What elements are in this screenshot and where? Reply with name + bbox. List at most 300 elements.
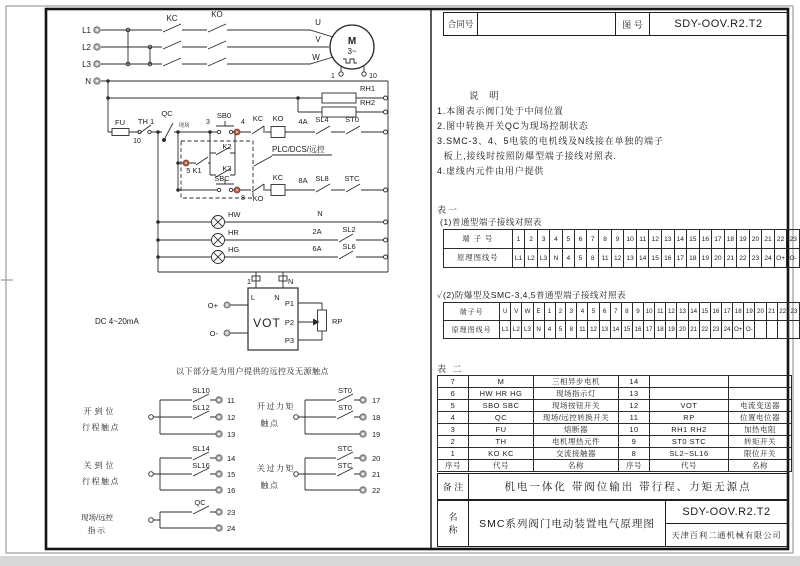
st0-contact bbox=[346, 126, 360, 134]
terminal-cell: O- bbox=[787, 249, 800, 268]
terminal-cell: 21 bbox=[688, 321, 699, 339]
terminal-cell: 22 bbox=[777, 303, 788, 321]
user-terminal-dot bbox=[218, 433, 220, 435]
terminal-cell: L2 bbox=[511, 321, 522, 339]
component-cell: HW HR HG bbox=[469, 388, 534, 400]
term-22: 22 bbox=[372, 486, 381, 495]
terminal-cell: 5 bbox=[555, 321, 566, 339]
component-cell: 现场/远控转换开关 bbox=[534, 412, 619, 424]
close-limit-label-1: 关到位 bbox=[83, 461, 117, 470]
vot-title: VOT bbox=[253, 316, 281, 330]
notes-title: 说 明 bbox=[469, 91, 503, 102]
terminal-cell: 23 bbox=[749, 249, 762, 268]
terminal-cell: 23 bbox=[788, 303, 799, 321]
terminal-cell: U bbox=[500, 303, 511, 321]
component-cell: 位置电位器 bbox=[729, 412, 792, 424]
vot-term-1: 1 bbox=[246, 277, 251, 286]
wire-2a: 2A bbox=[312, 227, 322, 236]
wire-6a: 6A bbox=[312, 244, 322, 253]
v-label: V bbox=[315, 35, 321, 44]
terminal-cell: 5 bbox=[562, 230, 574, 249]
control-circuit bbox=[108, 121, 388, 198]
terminal-cell: 21 bbox=[724, 249, 737, 268]
sl14-label: SL14 bbox=[192, 444, 210, 453]
user-terminal-dot bbox=[218, 416, 220, 418]
note-line: 1.本图表示阀门处于中间位置 bbox=[437, 106, 564, 116]
note-line: 4.虚线内元件由用户提供 bbox=[437, 166, 545, 176]
component-cell: 现场按钮开关 bbox=[534, 400, 619, 412]
terminal-cell: 23 bbox=[787, 230, 800, 249]
terminal-cell: 8 bbox=[621, 303, 632, 321]
rh1-resistor bbox=[322, 93, 356, 103]
plc-dcs-label: PLC/DCS/远控 bbox=[272, 145, 325, 154]
user-terminal-dot bbox=[218, 511, 220, 513]
component-cell: 12 bbox=[619, 400, 650, 412]
terminal-table-normal bbox=[443, 229, 800, 268]
terminal-cell: 9 bbox=[632, 303, 643, 321]
terminal-cell: V bbox=[511, 303, 522, 321]
terminal-cell: N bbox=[550, 249, 562, 268]
terminal-cell bbox=[766, 321, 777, 339]
component-cell: 6 bbox=[438, 388, 469, 400]
o-minus-label: O- bbox=[209, 329, 218, 338]
kc-coil-label: KC bbox=[272, 173, 284, 182]
wire-8: 8 bbox=[241, 195, 245, 202]
notes-list bbox=[437, 104, 787, 179]
qc-switch bbox=[164, 123, 173, 140]
vot-p3: P3 bbox=[284, 336, 294, 345]
terminal-cell: O+ bbox=[774, 249, 787, 268]
stca-label: STC bbox=[337, 444, 353, 453]
terminal-cell: 18 bbox=[733, 303, 744, 321]
terminal-cell: 14 bbox=[674, 230, 687, 249]
terminal-cell: 20 bbox=[749, 230, 762, 249]
close-limit-label-2: 行程触点 bbox=[82, 477, 120, 486]
terminal-cell: 13 bbox=[624, 249, 637, 268]
ko-contactor-label: KO bbox=[211, 10, 223, 19]
hg-lamp bbox=[212, 251, 225, 264]
component-cell: 名称 bbox=[729, 460, 792, 472]
st0-label: ST0 bbox=[345, 115, 359, 124]
terminal-cell: L2 bbox=[525, 249, 538, 268]
terminal-cell: 12 bbox=[611, 249, 624, 268]
notes-section bbox=[437, 88, 787, 179]
terminal-cell: 5 bbox=[588, 303, 599, 321]
term-13: 13 bbox=[227, 430, 236, 439]
user-contacts bbox=[149, 394, 360, 528]
terminal-cell: L1 bbox=[500, 321, 511, 339]
terminal-cell: 8 bbox=[566, 321, 577, 339]
terminal-cell: 17 bbox=[712, 230, 725, 249]
user-terminal-dot bbox=[218, 527, 220, 529]
ko-coil-label: KO bbox=[272, 114, 284, 123]
terminal-cell: 10 bbox=[644, 303, 655, 321]
k1-label: 5 K1 bbox=[186, 166, 202, 175]
terminal-cell: 19 bbox=[666, 321, 677, 339]
terminal-cell: 1 bbox=[512, 230, 525, 249]
remark-label: 备 注 bbox=[438, 474, 469, 499]
terminal-cell: 20 bbox=[677, 321, 688, 339]
terminal-cell: 2 bbox=[525, 230, 538, 249]
component-cell: 10 bbox=[619, 424, 650, 436]
component-cell: KO KC bbox=[469, 448, 534, 460]
k3-label: K3 bbox=[222, 164, 232, 173]
terminal-cell: 18 bbox=[687, 249, 700, 268]
sl2-label: SL2 bbox=[342, 225, 356, 234]
terminal-cell bbox=[788, 321, 799, 339]
scan-edge bbox=[0, 556, 800, 566]
component-cell: 限位开关 bbox=[729, 448, 792, 460]
ko-nc-contact bbox=[252, 184, 264, 192]
rh1-label: RH1 bbox=[360, 84, 376, 93]
component-cell: 代号 bbox=[469, 460, 534, 472]
local-remote-label-1: 现场/远控 bbox=[80, 513, 114, 522]
row-label: 原理图线号 bbox=[444, 249, 513, 268]
fuse-symbol bbox=[112, 129, 129, 136]
terminal-cell: 11 bbox=[577, 321, 588, 339]
stc-contact bbox=[346, 184, 360, 192]
terminal-cell: 14 bbox=[636, 249, 649, 268]
component-cell: 序号 bbox=[619, 460, 650, 472]
qc-label: QC bbox=[161, 109, 173, 118]
l2-label: L2 bbox=[82, 43, 91, 52]
terminal-cell: 4 bbox=[544, 321, 555, 339]
component-cell: 代号 bbox=[650, 460, 729, 472]
sbc-label: SBC bbox=[214, 174, 230, 183]
terminal-cell: 24 bbox=[721, 321, 732, 339]
component-cell: QC bbox=[469, 412, 534, 424]
motor-m-label: M bbox=[347, 36, 357, 47]
component-cell: M bbox=[469, 376, 534, 388]
l1-label: L1 bbox=[82, 26, 91, 35]
component-cell: 8 bbox=[619, 448, 650, 460]
term-19: 19 bbox=[372, 430, 381, 439]
component-cell: 加热电阻 bbox=[729, 424, 792, 436]
name-label bbox=[438, 501, 469, 546]
name-label-text: 名称 bbox=[448, 511, 458, 535]
terminal-cell: 3 bbox=[566, 303, 577, 321]
terminal-cell: 19 bbox=[737, 230, 750, 249]
th-contact bbox=[140, 125, 151, 133]
terminal-cell: 12 bbox=[666, 303, 677, 321]
component-cell: TH bbox=[469, 436, 534, 448]
terminal-cell: 13 bbox=[599, 321, 610, 339]
terminal-cell: 1 bbox=[544, 303, 555, 321]
component-cell: 序号 bbox=[438, 460, 469, 472]
ko-coil bbox=[271, 127, 285, 138]
user-terminal-dot bbox=[362, 457, 364, 459]
component-cell: VOT bbox=[650, 400, 729, 412]
company-name: 天津百利二通机械有限公司 bbox=[671, 530, 782, 540]
terminal-cell: W bbox=[522, 303, 533, 321]
drawing-no-value: SDY-OOV.R2.T2 bbox=[674, 18, 763, 30]
note-line: 板上,接线时按照防爆型端子接线对照表. bbox=[437, 151, 617, 161]
table1-caption: (1)普通型端子接线对照表 bbox=[440, 217, 542, 227]
user-terminal-dot bbox=[362, 416, 364, 418]
kc-coil bbox=[271, 185, 285, 196]
qc2-label: QC bbox=[194, 498, 206, 507]
terminal-cell: 19 bbox=[699, 249, 712, 268]
hr-lamp bbox=[212, 234, 225, 247]
row-label: 端 子 号 bbox=[444, 230, 513, 249]
name-block-right bbox=[666, 501, 787, 546]
contract-no-value bbox=[478, 13, 616, 35]
note-line: 2.图中转换开关QC为现场控制状态 bbox=[437, 121, 589, 131]
component-cell: 9 bbox=[619, 436, 650, 448]
kc-nc-contact bbox=[252, 126, 264, 134]
terminal-cell: 16 bbox=[710, 303, 721, 321]
o-plus-label: O+ bbox=[207, 301, 218, 310]
component-cell bbox=[729, 376, 792, 388]
hw-label: HW bbox=[228, 210, 241, 219]
terminal-cell: E bbox=[533, 303, 544, 321]
component-cell: 交流接触器 bbox=[534, 448, 619, 460]
wire-8a: 8A bbox=[298, 176, 308, 185]
terminal-cell: 16 bbox=[632, 321, 643, 339]
n-label: N bbox=[85, 77, 91, 86]
terminal-cell: 4 bbox=[550, 230, 562, 249]
sl6-label: SL6 bbox=[342, 242, 356, 251]
terminal-cell: O- bbox=[744, 321, 755, 339]
hw-lamp bbox=[212, 216, 225, 229]
terminal-cell: 10 bbox=[624, 230, 637, 249]
component-cell: 7 bbox=[438, 376, 469, 388]
terminal-cell: 7 bbox=[610, 303, 621, 321]
component-cell: 14 bbox=[619, 376, 650, 388]
wire-4: 4 bbox=[241, 119, 245, 126]
arrow-icon bbox=[313, 319, 320, 326]
drawing-no-bottom: SDY-OOV.R2.T2 bbox=[666, 501, 787, 524]
product-name: SMC系列阀门电动装置电气原理图 bbox=[469, 501, 666, 546]
terminal-cell: 22 bbox=[737, 249, 750, 268]
component-cell: 5 bbox=[438, 400, 469, 412]
sl8-label: SL8 bbox=[315, 174, 329, 183]
component-cell: 电机埋热元件 bbox=[534, 436, 619, 448]
sl12-label: SL12 bbox=[192, 403, 210, 412]
terminal-cell: 23 bbox=[710, 321, 721, 339]
sl16-label: SL16 bbox=[192, 461, 210, 470]
terminal-cell: 13 bbox=[661, 230, 674, 249]
term-14: 14 bbox=[227, 454, 236, 463]
st0a-label: ST0 bbox=[338, 386, 352, 395]
component-cell: 1 bbox=[438, 448, 469, 460]
component-cell: 三相异步电机 bbox=[534, 376, 619, 388]
terminal-cell: 9 bbox=[611, 230, 624, 249]
k2-label: K2 bbox=[222, 142, 232, 151]
component-cell: 名称 bbox=[534, 460, 619, 472]
component-cell: 11 bbox=[619, 412, 650, 424]
terminal-cell: 13 bbox=[677, 303, 688, 321]
terminal-cell: 12 bbox=[588, 321, 599, 339]
terminal-cell: 2 bbox=[555, 303, 566, 321]
vot-term-n: N bbox=[288, 277, 294, 286]
wire-3: 3 bbox=[206, 119, 210, 126]
motor-phase-label: 3~ bbox=[347, 47, 357, 56]
term-23: 23 bbox=[227, 508, 236, 517]
term-18: 18 bbox=[372, 413, 381, 422]
name-block bbox=[437, 500, 788, 547]
terminal-cell: 14 bbox=[688, 303, 699, 321]
sl8-contact bbox=[316, 184, 330, 192]
terminal-cell: L3 bbox=[522, 321, 533, 339]
terminal-cell: 8 bbox=[599, 230, 611, 249]
ko-contact-label: KO bbox=[252, 194, 264, 203]
phase-terminal-dot bbox=[96, 80, 98, 82]
terminal-cell: 8 bbox=[587, 249, 599, 268]
vot-p2: P2 bbox=[284, 318, 294, 327]
component-cell: 4 bbox=[438, 412, 469, 424]
term-16: 16 bbox=[227, 486, 236, 495]
terminal-cell: 3 bbox=[537, 230, 550, 249]
hr-label: HR bbox=[228, 228, 239, 237]
term-24: 24 bbox=[227, 524, 236, 533]
stc-label: STC bbox=[344, 174, 360, 183]
open-torque-label-1: 开过力矩 bbox=[257, 402, 295, 411]
rp-potentiometer bbox=[318, 310, 327, 331]
analog-terminal-dot bbox=[226, 332, 228, 334]
rp-label: RP bbox=[332, 317, 343, 326]
user-terminal-dot bbox=[218, 399, 220, 401]
row-label: 端子号 bbox=[444, 303, 500, 321]
terminal-cell: L1 bbox=[512, 249, 525, 268]
terminal-cell: 18 bbox=[724, 230, 737, 249]
vot-transmitter bbox=[230, 272, 327, 350]
terminal-cell: 11 bbox=[636, 230, 649, 249]
terminal-cell bbox=[755, 321, 766, 339]
motor-term-10: 10 bbox=[369, 73, 377, 80]
terminal-cell: 16 bbox=[661, 249, 674, 268]
phase-terminal-dot bbox=[96, 63, 98, 65]
terminal-cell: 17 bbox=[674, 249, 687, 268]
term-17: 17 bbox=[372, 396, 381, 405]
component-cell: 13 bbox=[619, 388, 650, 400]
term-12: 12 bbox=[227, 413, 236, 422]
term-21: 21 bbox=[372, 470, 381, 479]
row-label: 原理图线号 bbox=[444, 321, 500, 339]
phase-terminal-dot bbox=[96, 46, 98, 48]
component-cell: ST0 STC bbox=[650, 436, 729, 448]
user-terminal-dot bbox=[218, 473, 220, 475]
motor-term-1: 1 bbox=[331, 73, 335, 80]
vot-l-label: L bbox=[250, 293, 256, 302]
sb0-label: SB0 bbox=[216, 111, 232, 120]
user-terminal-dot bbox=[218, 489, 220, 491]
th-10-label: 10 bbox=[133, 138, 141, 145]
vot-p1: P1 bbox=[284, 299, 294, 308]
terminal-cell: 22 bbox=[774, 230, 787, 249]
sb0-button bbox=[216, 121, 234, 126]
close-torque-label-2: 触点 bbox=[260, 481, 280, 490]
terminal-cell: 15 bbox=[621, 321, 632, 339]
component-cell: 3 bbox=[438, 424, 469, 436]
analog-terminal-dot bbox=[226, 304, 228, 306]
remark-text: 机电一体化 带阀位输出 带行程、力矩无源点 bbox=[504, 481, 752, 493]
component-cell: SL2~SL16 bbox=[650, 448, 729, 460]
component-cell: FU bbox=[469, 424, 534, 436]
terminal-cell: 18 bbox=[655, 321, 666, 339]
sl6-contact bbox=[339, 251, 353, 259]
title-row bbox=[443, 12, 788, 36]
wire-terminal-red-dot bbox=[236, 189, 238, 191]
sl10-label: SL10 bbox=[192, 386, 210, 395]
term-15: 15 bbox=[227, 470, 236, 479]
table2-caption: ✓(2)防爆型及SMC-3,4,5普通型端子接线对照表 bbox=[437, 290, 626, 300]
table3-label: 表 二 bbox=[437, 364, 464, 374]
component-cell: RP bbox=[650, 412, 729, 424]
terminal-cell: 19 bbox=[744, 303, 755, 321]
terminal-cell bbox=[777, 321, 788, 339]
remark-row bbox=[437, 473, 788, 500]
component-cell: 熔断器 bbox=[534, 424, 619, 436]
table1-label: 表一 bbox=[437, 205, 460, 215]
local-remote-label-2: 指示 bbox=[87, 526, 107, 535]
terminal-cell: 14 bbox=[610, 321, 621, 339]
term-11: 11 bbox=[227, 396, 235, 405]
vot-n-label: N bbox=[274, 293, 280, 302]
wire-terminal-red-dot bbox=[185, 162, 187, 164]
terminal-cell: 11 bbox=[655, 303, 666, 321]
hg-label: HG bbox=[228, 245, 240, 254]
component-cell: 电流变送器 bbox=[729, 400, 792, 412]
terminal-cell: 21 bbox=[766, 303, 777, 321]
sl4-contact bbox=[316, 126, 330, 134]
component-cell bbox=[729, 388, 792, 400]
terminal-cell: 6 bbox=[574, 230, 586, 249]
user-terminal-dot bbox=[362, 473, 364, 475]
component-table bbox=[437, 375, 792, 472]
component-cell bbox=[650, 376, 729, 388]
kc-contactor-label: KC bbox=[166, 14, 178, 23]
terminal-cell: 7 bbox=[587, 230, 599, 249]
open-limit-label-1: 开到位 bbox=[83, 407, 117, 416]
component-cell: 2 bbox=[438, 436, 469, 448]
terminal-cell: 22 bbox=[699, 321, 710, 339]
sl2-contact bbox=[339, 234, 353, 242]
terminal-cell: 6 bbox=[599, 303, 610, 321]
user-terminal-dot bbox=[362, 489, 364, 491]
terminal-cell: N bbox=[533, 321, 544, 339]
open-torque-label-2: 触点 bbox=[260, 419, 280, 428]
drawing-no-label: 图 号 bbox=[616, 13, 650, 35]
component-cell: SBO SBC bbox=[469, 400, 534, 412]
wire-terminal-red-dot bbox=[236, 131, 238, 133]
terminal-cell: 5 bbox=[574, 249, 586, 268]
contract-no-label: 合同号 bbox=[444, 13, 478, 35]
power-circuit bbox=[101, 24, 388, 81]
component-cell: RH1 RH2 bbox=[650, 424, 729, 436]
dc-signal-label: DC 4~20mA bbox=[95, 317, 139, 326]
note-line: 3.SMC-3、4、5电装的电机线及N线接在单独的端子 bbox=[437, 136, 664, 146]
component-cell: 转矩开关 bbox=[729, 436, 792, 448]
th-label: TH 1 bbox=[137, 117, 155, 126]
open-limit-label-2: 行程触点 bbox=[82, 423, 120, 432]
l3-label: L3 bbox=[82, 60, 91, 69]
schematic-labels bbox=[81, 10, 380, 535]
terminal-table-explosionproof bbox=[443, 302, 800, 339]
terminal-cell: 15 bbox=[687, 230, 700, 249]
user-section-title: 以下部分是为用户提供的远控及无源触点 bbox=[176, 367, 329, 376]
terminal-cell: 4 bbox=[562, 249, 574, 268]
stcb-label: STC bbox=[337, 461, 353, 470]
st0b-label: ST0 bbox=[338, 403, 352, 412]
wire-n: N bbox=[317, 209, 323, 218]
terminal-cell: 21 bbox=[762, 230, 775, 249]
u-label: U bbox=[315, 18, 321, 27]
terminal-cell: 11 bbox=[599, 249, 611, 268]
terminal-cell: L3 bbox=[537, 249, 550, 268]
kc-contact-label: KC bbox=[252, 114, 264, 123]
component-cell: 现场指示灯 bbox=[534, 388, 619, 400]
